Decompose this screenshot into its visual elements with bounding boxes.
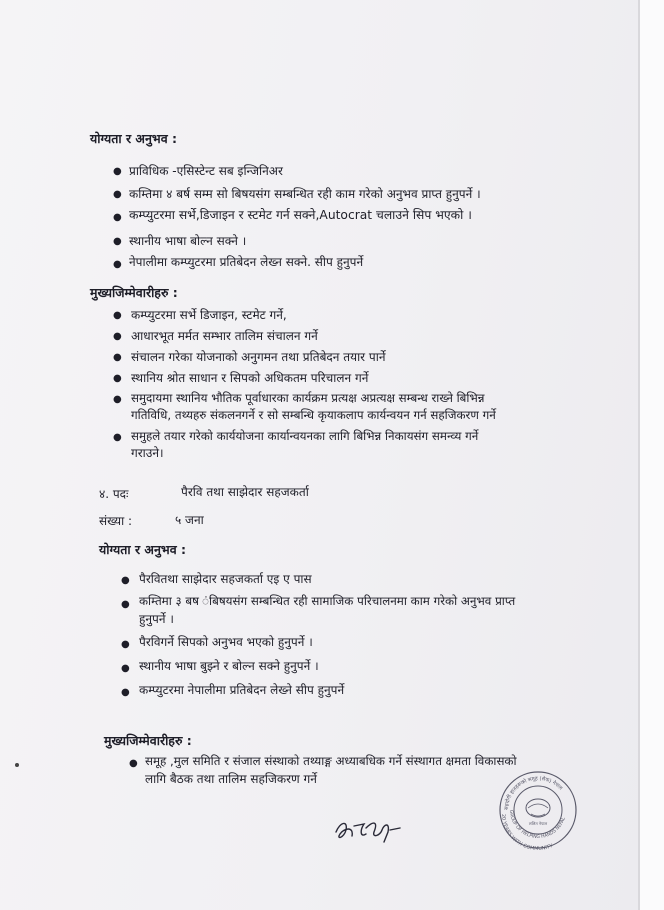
list-item: प्राविधिक -एसिस्टेन्ट सब इन्जिनिअर <box>129 164 283 178</box>
list-item-continuation: हुनुपर्ने । <box>139 612 174 626</box>
stamp-top-text: सहयोगी हातहरूको समूह (सेफ) नेपाल <box>503 775 564 811</box>
scan-speck <box>15 763 19 767</box>
page-margin <box>640 0 664 910</box>
list-item: पैरविगर्ने सिपको अनुभव भएको हुनुपर्ने । <box>139 635 313 649</box>
bullet-icon: ● <box>113 373 122 384</box>
list-item-continuation: गराउने। <box>131 446 164 460</box>
list-item: नेपालीमा कम्प्युटरमा प्रतिबेदन लेख्न सक्ने. सीप हुनुपर्ने <box>129 255 364 269</box>
list-item: कम्प्युटरमा सर्भे डिजाइन, स्टमेट गर्ने, <box>131 308 287 322</box>
post-number: ४. पदः <box>99 487 129 501</box>
bullet-icon: ● <box>121 663 130 674</box>
section-heading-responsibilities: मुख्यजिम्मेवारीहरु : <box>90 285 178 300</box>
stamp-center-text: ललित नेपाल <box>528 821 548 826</box>
section-heading-qualification: योग्यता र अनुभव : <box>99 542 187 557</box>
bullet-icon: ● <box>121 639 130 650</box>
list-item: समुदायमा स्थानिय भौतिक पूर्वाधारका कार्यक्रम प्रत्यक्ष अप्रत्यक्ष सम्बन्ध राख्ने बिभिन्न <box>131 391 485 405</box>
list-item: समुहले तयार गरेको कार्ययोजना कार्यान्वयनका लागि बिभिन्न निकायसंग समन्व्य गर्ने <box>131 429 479 443</box>
bullet-icon: ● <box>113 166 122 177</box>
list-item-continuation: लागि बैठक तथा तालिम सहजिकरण गर्ने <box>145 772 317 786</box>
list-item: स्थानीय भाषा बुझ्ने र बोल्न सक्ने हुनुपर्ने । <box>139 659 319 673</box>
list-item: स्थानिय श्रोत साधान र सिपको अधिकतम परिचालन गर्ने <box>131 371 369 385</box>
stamp-years-text: 20 YEARS WITH COMMUNITY <box>499 813 554 850</box>
post-title: पैरवि तथा साझेदार सहजकर्ता <box>181 485 309 499</box>
bullet-icon: ● <box>129 758 138 769</box>
bullet-icon: ● <box>113 394 122 405</box>
stamp-bottom-text: GROUP OF HELPING HANDS NEPAL <box>507 809 567 841</box>
bullet-icon: ● <box>121 687 130 698</box>
list-item: पैरवितथा साझेदार सहजकर्ता एइ ए पास <box>139 572 312 586</box>
list-item: समूह ,मुल समिति र संजाल संस्थाको तथ्याङ्ग अध्याबधिक गर्ने संस्थागत क्षमता विकासको <box>145 754 517 768</box>
list-item: आधारभूत मर्मत सम्भार तालिम संचालन गर्ने <box>131 329 318 343</box>
section-heading-responsibilities: मुख्यजिम्मेवारीहरु : <box>104 733 192 748</box>
section-heading-qualification: योग्यता र अनुभव : <box>90 131 178 146</box>
count-label: संख्या : <box>99 514 133 528</box>
organization-stamp <box>498 770 578 850</box>
list-item-continuation: गतिविधि, तथ्यहरु संकलनगर्ने र सो सम्बन्धि कृयाकलाप कार्यन्वयन गर्न सहजिकरण गर्ने <box>131 408 496 422</box>
bullet-icon: ● <box>113 212 122 223</box>
bullet-icon: ● <box>113 259 122 270</box>
bullet-icon: ● <box>113 189 122 200</box>
bullet-icon: ● <box>113 236 122 247</box>
count-value: ५ जना <box>175 513 204 527</box>
bullet-icon: ● <box>113 310 122 321</box>
list-item: स्थानीय भाषा बोल्न सक्ने । <box>129 234 247 248</box>
bullet-icon: ● <box>113 352 122 363</box>
list-item: संचालन गरेका योजनाको अनुगमन तथा प्रतिबेदन तयार पार्ने <box>131 350 386 364</box>
bullet-icon: ● <box>113 432 122 443</box>
signature <box>330 808 410 848</box>
list-item: कम्तिमा ३ बष ंबिषयसंग सम्बन्धित रही सामाजिक परिचालनमा काम गरेको अनुभव प्राप्त <box>139 594 516 608</box>
list-item: कम्तिमा ४ बर्ष सम्म सो बिषयसंग सम्बन्धित रही काम गरेको अनुभव प्राप्त हुनुपर्ने । <box>129 187 481 201</box>
bullet-icon: ● <box>121 599 130 610</box>
bullet-icon: ● <box>113 331 122 342</box>
list-item: कम्प्युटरमा नेपालीमा प्रतिबेदन लेख्ने सीप हुनुपर्ने <box>139 683 345 697</box>
bullet-icon: ● <box>121 575 130 586</box>
list-item: कम्प्युटरमा सर्भे,डिजाइन र स्टमेट गर्न सक्ने,Autocrat चलाउने सिप भएको । <box>129 208 472 222</box>
